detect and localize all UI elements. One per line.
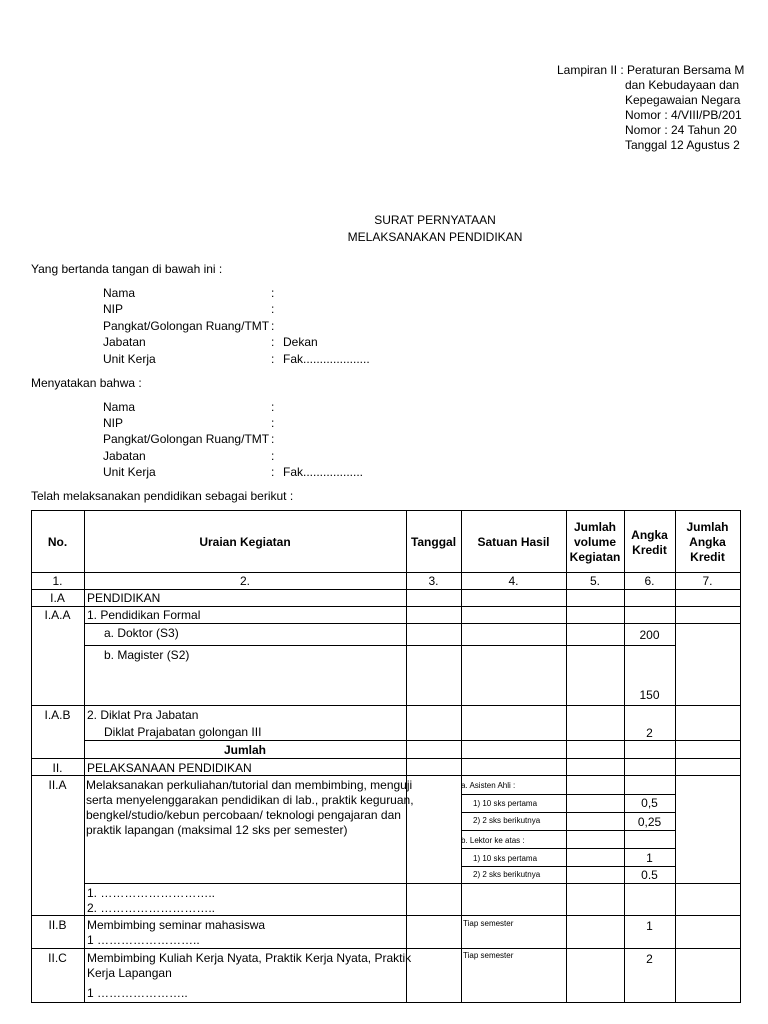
row-no-iaa: I.A.A [44, 608, 71, 622]
kredit-iic: 2 [646, 952, 653, 966]
col-number: 6. [644, 574, 655, 588]
row-divider [84, 645, 675, 646]
row-no-iab: I.A.B [44, 708, 71, 722]
colon: : [271, 416, 275, 430]
row-text-ii: PELAKSANAAN PENDIDIKAN [87, 761, 252, 775]
row-divider [31, 948, 741, 949]
subject-nama-label: Nama [103, 400, 136, 414]
header-volume-1: Jumlah [573, 520, 616, 534]
intro-signer: Yang bertanda tangan di bawah ini : [31, 262, 223, 276]
colon: : [271, 465, 275, 479]
row-divider [461, 830, 675, 831]
intro-activities: Telah melaksanakan pendidikan sebagai berikut : [31, 489, 294, 503]
row-no-iic: II.C [48, 951, 67, 965]
satuan-asisten: a. Asisten Ahli : [461, 781, 516, 790]
row-text-iaa: 1. Pendidikan Formal [87, 608, 201, 622]
row-divider [461, 812, 675, 813]
kredit-doktor: 200 [639, 628, 660, 642]
header-angka-2: Kredit [632, 543, 667, 557]
header-tanggal: Tanggal [410, 535, 457, 549]
colon: : [271, 302, 275, 316]
row-divider [31, 705, 741, 706]
colon: : [271, 319, 275, 333]
document-title-line-1: SURAT PERNYATAAN [374, 213, 496, 227]
kredit-lektor-1: 1 [646, 851, 653, 865]
kredit-iib: 1 [646, 919, 653, 933]
row-text-ia: PENDIDIKAN [87, 591, 161, 605]
row-divider [31, 589, 741, 590]
header-satuan: Satuan Hasil [477, 535, 550, 549]
kredit-asisten-1: 0,5 [641, 796, 658, 810]
colon: : [271, 352, 275, 366]
colon: : [271, 286, 275, 300]
colon: : [271, 432, 275, 446]
subject-jabatan-label: Jabatan [103, 449, 146, 463]
row-divider [31, 1002, 741, 1003]
row-text-iia-3: bengkel/studio/kebun percobaan/ teknologi pengajaran dan [86, 808, 401, 822]
row-divider [31, 758, 741, 759]
row-divider [84, 623, 741, 624]
table-border-right [740, 510, 741, 1003]
satuan-asisten-2: 2) 2 sks berikutnya [473, 816, 541, 825]
row-no-ii: II. [52, 761, 63, 775]
row-no-iia: II.A [48, 778, 67, 792]
row-divider [31, 775, 741, 776]
satuan-lektor-2: 2) 2 sks berikutnya [473, 870, 541, 879]
row-text-doktor: a. Doktor (S3) [104, 626, 179, 640]
satuan-iic: Tiap semester [463, 951, 514, 960]
row-divider [461, 794, 675, 795]
col-number: 7. [702, 574, 713, 588]
header-jumlah-angka-1: Jumlah [686, 520, 729, 534]
col-number: 1. [52, 574, 63, 588]
row-divider [461, 866, 675, 867]
header-volume-2: volume [573, 535, 616, 549]
subject-unit-value: Fak.................. [283, 465, 364, 479]
row-text-iia-1: Melaksanakan perkuliahan/tutorial dan membimbing, menguji [86, 778, 413, 792]
kredit-asisten-2: 0,25 [637, 815, 662, 829]
dots-row-1: 1. ……………………….. [87, 886, 216, 900]
row-text-iab: 2. Diklat Pra Jabatan [87, 708, 199, 722]
row-divider [31, 915, 741, 916]
signer-jabatan-value: Dekan [283, 335, 318, 349]
signer-pangkat-label: Pangkat/Golongan Ruang/TMT [103, 319, 270, 333]
row-text-diklat: Diklat Prajabatan golongan III [104, 725, 262, 739]
row-text-iic-2: Kerja Lapangan [87, 966, 172, 980]
header-no: No. [47, 535, 68, 549]
kredit-lektor-2: 0.5 [641, 868, 658, 882]
subject-unit-label: Unit Kerja [103, 465, 156, 479]
row-text-magister: b. Magister (S2) [104, 648, 190, 662]
header-volume-3: Kegiatan [569, 550, 621, 564]
signer-jabatan-label: Jabatan [103, 335, 146, 349]
lampiran-line-6: Tanggal 12 Agustus 2 [625, 138, 740, 152]
row-no-ia: I.A [50, 591, 65, 605]
col-number: 5. [589, 574, 600, 588]
col-number: 3. [428, 574, 439, 588]
lampiran-line-1: Lampiran II : Peraturan Bersama M [557, 63, 745, 77]
signer-unit-label: Unit Kerja [103, 352, 156, 366]
kredit-magister: 150 [639, 688, 660, 702]
row-divider [31, 572, 741, 573]
lampiran-line-2: dan Kebudayaan dan [625, 78, 740, 92]
row-divider [31, 606, 741, 607]
row-text-iia-2: serta menyelenggarakan pendidikan di lab., praktik keguruan, [86, 793, 414, 807]
dots-iib: 1 …………………….. [87, 933, 200, 947]
kredit-diklat: 2 [646, 726, 653, 740]
row-text-iib: Membimbing seminar mahasiswa [87, 918, 266, 932]
signer-nip-label: NIP [103, 302, 124, 316]
satuan-lektor: b. Lektor ke atas : [461, 836, 525, 845]
subject-pangkat-label: Pangkat/Golongan Ruang/TMT [103, 432, 270, 446]
lampiran-line-5: Nomor : 24 Tahun 20 [625, 123, 737, 137]
row-no-iib: II.B [48, 918, 67, 932]
document-title-line-2: MELAKSANAKAN PENDIDIKAN [347, 230, 523, 244]
header-uraian: Uraian Kegiatan [199, 535, 291, 549]
dots-row-2: 2. ……………………….. [87, 901, 216, 915]
colon: : [271, 449, 275, 463]
subject-nip-label: NIP [103, 416, 124, 430]
satuan-asisten-1: 1) 10 sks pertama [473, 799, 538, 808]
row-text-iia-4: praktik lapangan (maksimal 12 sks per semester) [86, 823, 348, 837]
satuan-iib: Tiap semester [463, 919, 514, 928]
col-number: 2. [239, 574, 250, 588]
row-jumlah: Jumlah [223, 743, 266, 757]
lampiran-line-4: Nomor : 4/VIII/PB/201 [625, 108, 742, 122]
col-number: 4. [508, 574, 519, 588]
signer-unit-value: Fak.................... [283, 352, 370, 366]
row-divider [31, 510, 741, 511]
row-divider [461, 848, 675, 849]
intro-statement: Menyatakan bahwa : [31, 376, 142, 390]
header-angka-1: Angka [631, 528, 668, 542]
colon: : [271, 335, 275, 349]
satuan-lektor-1: 1) 10 sks pertama [473, 854, 538, 863]
signer-nama-label: Nama [103, 286, 136, 300]
header-jumlah-angka-2: Angka [689, 535, 726, 549]
row-divider [84, 883, 741, 884]
activity-table [31, 510, 741, 1003]
row-divider [84, 740, 741, 741]
colon: : [271, 400, 275, 414]
dots-iic: 1 ………………….. [87, 986, 188, 1000]
lampiran-line-3: Kepegawaian Negara [625, 93, 741, 107]
row-text-iic-1: Membimbing Kuliah Kerja Nyata, Praktik Kerja Nyata, Praktik [87, 951, 412, 965]
header-jumlah-angka-3: Kredit [690, 550, 725, 564]
